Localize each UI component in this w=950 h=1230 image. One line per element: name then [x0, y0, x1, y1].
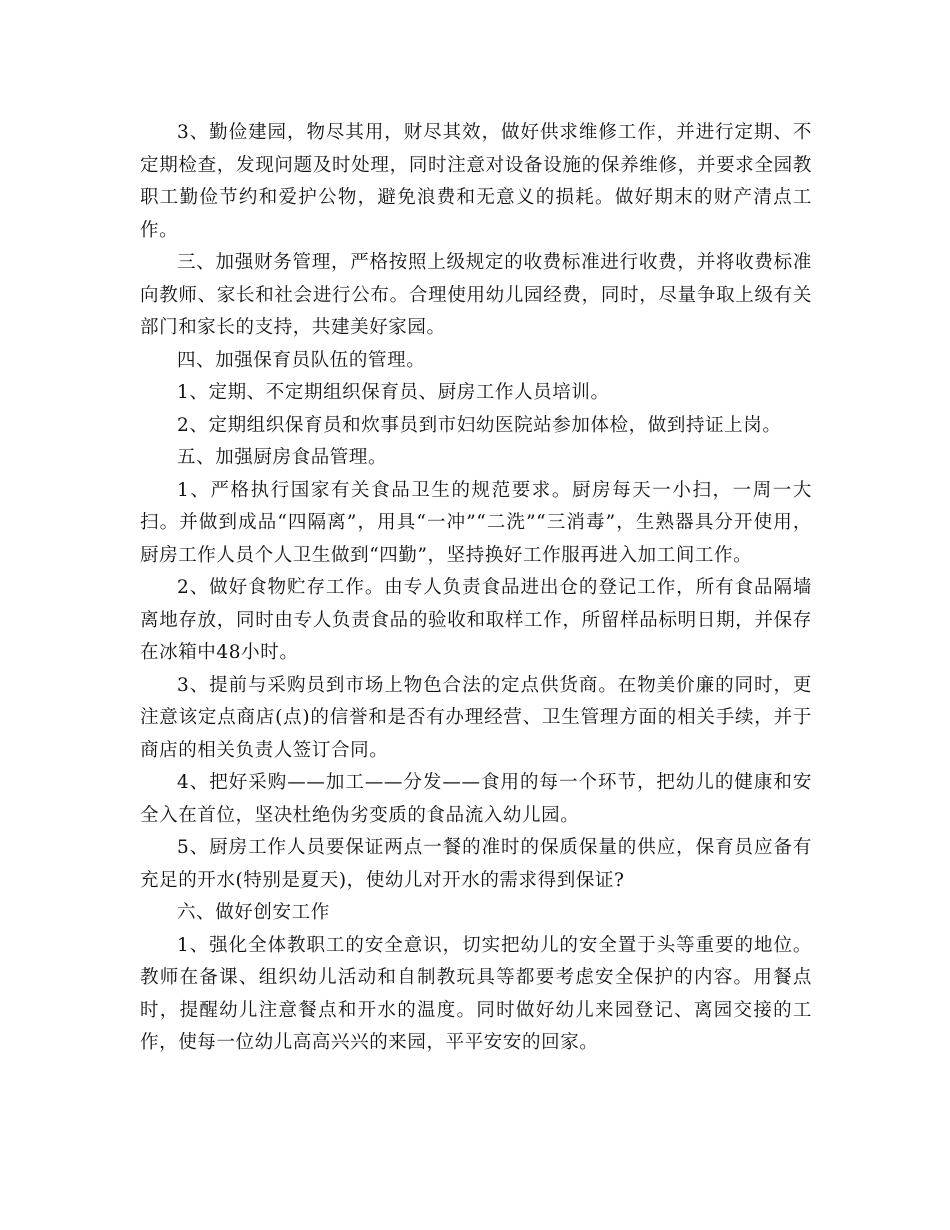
paragraph-9: 3、提前与采购员到市场上物色合法的定点供货商。在物美价廉的同时，更注意该定点商店(点)的信誉和是否有办理经营、卫生管理方面的相关手续，并于商店的相关负责人签订合同。	[140, 674, 812, 761]
paragraph-1: 3、勤俭建园，物尽其用，财尽其效，做好供求维修工作，并进行定期、不定期检查，发现问题及时处理，同时注意对设备设施的保养维修，并要求全园教职工勤俭节约和爱护公物，避免浪费和无意义的损耗。做好期末的财产清点工作。	[140, 122, 812, 241]
paragraph-11: 5、厨房工作人员要保证两点一餐的准时的保质保量的供应，保育员应备有充足的开水(特别是夏天)，使幼儿对开水的需求得到保证?	[140, 837, 812, 891]
paragraph-6: 五、加强厨房食品管理。	[177, 447, 388, 468]
paragraph-5: 2、定期组织保育员和炊事员到市妇幼医院站参加体检，做到持证上岗。	[177, 414, 782, 436]
paragraph-4: 1、定期、不定期组织保育员、厨房工作人员培训。	[177, 382, 610, 403]
paragraph-3: 四、加强保育员队伍的管理。	[177, 349, 426, 371]
paragraph-12: 六、做好创安工作	[177, 902, 330, 923]
paragraph-10: 4、把好采购——加工——分发——食用的每一个环节，把幼儿的健康和安全入在首位，坚决杜绝伪劣变质的食品流入幼儿园。	[140, 772, 812, 826]
document-page	[140, 117, 812, 1060]
paragraph-7: 1、严格执行国家有关食品卫生的规范要求。厨房每天一小扫，一周一大扫。并做到成品“四隔离”，用具“一冲”“二洗”“三消毒”，生熟器具分开使用，厨房工作人员个人卫生做到“四勤”，坚持换好工作服再进入加工间工作。	[140, 479, 812, 566]
paragraph-13: 1、强化全体教职工的安全意识，切实把幼儿的安全置于头等重要的地位。教师在备课、组织幼儿活动和自制教玩具等都要考虑安全保护的内容。用餐点时，提醒幼儿注意餐点和开水的温度。同时做好幼儿来园登记、离园交接的工作，使每一位幼儿高高兴兴的来园，平平安安的回家。	[140, 934, 812, 1053]
paragraph-8: 2、做好食物贮存工作。由专人负责食品进出仓的登记工作，所有食品隔墙离地存放，同时由专人负责食品的验收和取样工作，所留样品标明日期，并保存在冰箱中48小时。	[140, 577, 812, 663]
paragraph-2: 三、加强财务管理，严格按照上级规定的收费标准进行收费，并将收费标准向教师、家长和社会进行公布。合理使用幼儿园经费，同时，尽量争取上级有关部门和家长的支持，共建美好家园。	[140, 252, 812, 338]
